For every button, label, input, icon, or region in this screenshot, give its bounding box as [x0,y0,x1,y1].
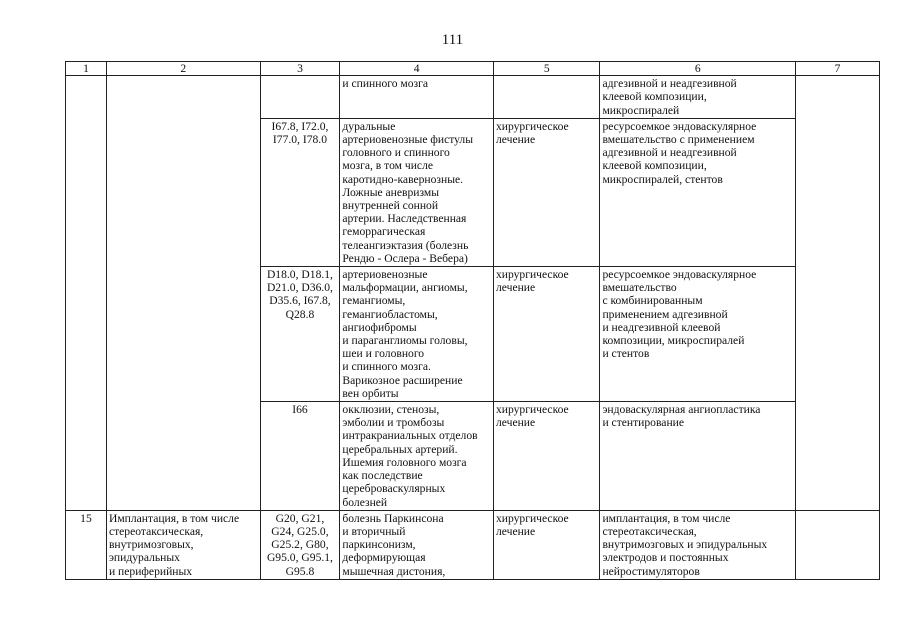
disease-cell: артериовенозные мальформации, ангиомы, гемангиомы, гемангиобластомы, ангиофибромы и параганглиомы головы, шеи и головного и спинного мозга. Варикозное расширение вен орбиты [340,267,494,402]
disease-cell: окклюзии, стенозы, эмболии и тромбозы интракраниальных отделов церебральных артерий. Ишемия головного мозга как последствие цереброваскулярных болезней [340,402,494,511]
column-header: 1 [66,62,107,76]
column-header: 2 [106,62,260,76]
care-type-cell: Имплантация, в том числе стереотаксическая, внутримозговых, эпидуральных и периферийных [106,510,260,579]
standard-cell [796,76,880,511]
medical-care-table [65,61,880,580]
row-number-cell: 15 [66,510,107,579]
table-row [66,510,880,579]
column-header: 7 [796,62,880,76]
disease-cell: и спинного мозга [340,76,494,119]
column-header: 6 [600,62,796,76]
care-type-cell [106,76,260,511]
treatment-method-cell: ресурсоемкое эндоваскулярное вмешательство с применением адгезивной и неадгезивной клеевой композиции, микроспиралей, стентов [600,118,796,266]
icd-code-cell: I66 [260,402,340,511]
row-number-cell [66,76,107,511]
column-header: 3 [260,62,340,76]
treatment-method-cell: адгезивной и неадгезивной клеевой композиции, микроспиралей [600,76,796,119]
icd-code-cell: I67.8, I72.0, I77.0, I78.0 [260,118,340,266]
icd-code-cell [260,76,340,119]
table-row [66,76,880,119]
treatment-type-cell: хирургическое лечение [493,402,599,511]
icd-code-cell: G20, G21, G24, G25.0, G25.2, G80, G95.0, G95.1, G95.8 [260,510,340,579]
disease-cell: болезнь Паркинсона и вторичный паркинсонизм, деформирующая мышечная дистония, [340,510,494,579]
treatment-type-cell [493,76,599,119]
treatment-method-cell: имплантация, в том числе стереотаксическая, внутримозговых и эпидуральных электродов и постоянных нейростимуляторов [600,510,796,579]
icd-code-cell: D18.0, D18.1, D21.0, D36.0, D35.6, I67.8, Q28.8 [260,267,340,402]
disease-cell: дуральные артериовенозные фистулы головного и спинного мозга, в том числе каротидно-кавернозные. Ложные аневризмы внутренней сонной артерии. Наследственная геморрагическая телеангиэктазия (болезнь Рендю - Ослера - Вебера) [340,118,494,266]
treatment-type-cell: хирургическое лечение [493,118,599,266]
treatment-type-cell: хирургическое лечение [493,267,599,402]
treatment-type-cell: хирургическое лечение [493,510,599,579]
treatment-method-cell: эндоваскулярная ангиопластика и стентирование [600,402,796,511]
column-header: 5 [493,62,599,76]
standard-cell [796,510,880,579]
column-header: 4 [340,62,494,76]
page-number: 111 [441,32,464,48]
column-number-row [66,62,880,76]
treatment-method-cell: ресурсоемкое эндоваскулярное вмешательство с комбинированным применением адгезивной и неадгезивной клеевой композиции, микроспиралей и стентов [600,267,796,402]
